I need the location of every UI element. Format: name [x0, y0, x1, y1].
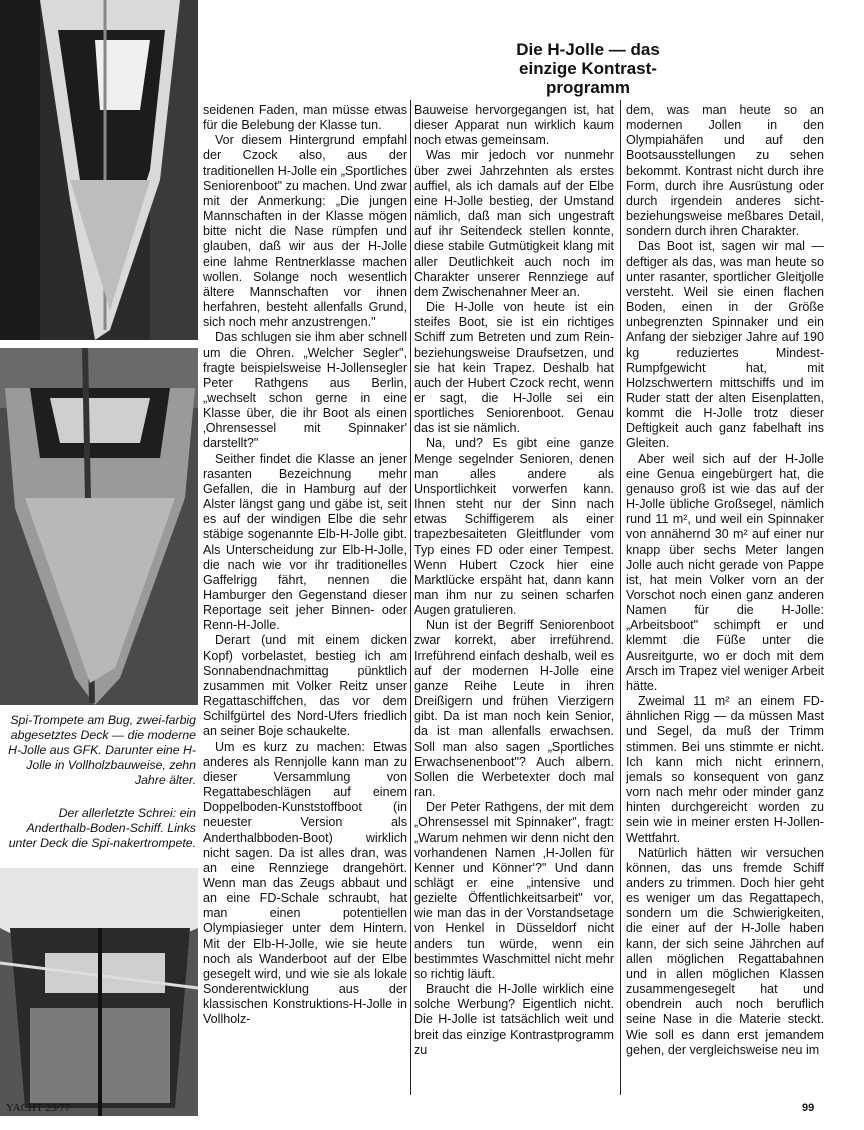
article-paragraph: Nun ist der Begriff Seniorenboot zwar korrekt, aber irreführend. Irreführend einfach deshalb, weil es auf der modernen H-Jolle eine ganze Reihe Leute in ihren Dreißigern und frühen Vierzigern gibt. Da ist man noch kein Senior, da ist man allenfalls erwachsen. Soll man also sagen „Sportliches Erwachsenenboot"? Auch albern. Sollen die Werbetexter doch mal ran. — [414, 618, 614, 800]
article-paragraph: seidenen Faden, man müsse etwas für die Belebung der Klasse tun. — [203, 103, 407, 133]
article-column-3 — [626, 103, 824, 1096]
photo-caption-top: Spi-Trompete am Bug, zwei-farbig abgesetztes Deck — die moderne H-Jolle aus GFK. Darunter eine H-Jolle in Vollholzbauweise, zehn Jahre älter. — [8, 713, 196, 788]
article-paragraph: Zweimal 11 m² an einem FD-ähnlichen Rigg — da müssen Mast und Segel, da muß der Trimm stimmen. Bei uns stimmte er nicht. Ich kann mich nicht erinnern, jemals so konsequent von ganz vorn nach mehr oder minder ganz hinten durchgereicht worden zu sein wie in meiner ersten H-Jollen-Wettfahrt. — [626, 694, 824, 845]
photo-jolle-vollholz — [0, 348, 198, 705]
article-paragraph: Seither findet die Klasse an jener rasanten Bezeichnung mehr Gefallen, die in Hamburg auf der Alster längst gang und gäbe ist, seit es auf der windigen Elbe die sehr stäbige sogenannte Elb-H-Jolle gibt. Als Unterscheidung zur Elb-H-Jolle, die nach wie vor ihr traditionelles Gaffelrigg fährt, nennen die Hamburger den Gegenstand dieser Reportage seit jeher Binnen- oder Renn-H-Jolle. — [203, 451, 407, 633]
article-paragraph: Na, und? Es gibt eine ganze Menge segelnder Senioren, denen man alles andere als Unsportlichkeit vorwerfen kann. Ihnen steht nur der Sinn nach etwas Schiffigerem als einer trapezbesaiteten Gleitflunder vom Typ eines FD oder einer Tempest. Wenn Hubert Czock hier eine Marktlücke erspäht hat, dann kann man ihm nur zu seinen scharfen Augen gratulieren. — [414, 436, 614, 618]
article-paragraph: Natürlich hätten wir versuchen können, das uns fremde Schiff anders zu trimmen. Doch hier geht es weniger um das Regattapech, sondern um die Schwierigkeiten, die einer auf der H-Jolle haben kann, der sich seine Jährchen auf allen möglichen Regattabahnen und in allen möglichen Klassen zusammengesegelt hat und obendrein auch noch beruflich seine Nase in die Materie steckt. Wie soll es dann erst jemandem gehen, der vergleichsweise neu im — [626, 845, 824, 1057]
column-rule — [620, 100, 621, 1095]
magazine-issue-label: YACHT 23/77 — [6, 1102, 71, 1114]
column-rule — [410, 100, 411, 1095]
title-line: programm — [545, 78, 631, 97]
article-paragraph: Was mir jedoch vor nunmehr über zwei Jahrzehnten als erstes auffiel, als ich damals auf der Elbe eine H-Jolle bestieg, der Umstand nämlich, daß man sich ungestraft auf ihr Seitendeck stellen konnte, diese stabile Gutmütigkeit klang mit aller Deutlichkeit auch noch im Charakter unserer Rennziege auf dem Zwischenahner Meer an. — [414, 148, 614, 299]
article-title — [412, 40, 764, 97]
article-paragraph: Um es kurz zu machen: Etwas anderes als Rennjolle kann man zu dieser Versammlung von Regattabeschlägen auf einem Doppelboden-Kunststoffboot (in neuester Version als Anderthalbboden-Boot) wirklich nicht sagen. Da ist alles dran, was an eine Rennziege drangehört. Wenn man das Zeugs abbaut und an eine FD-Schale schraubt, hat man einen potentiellen Olympiasieger unter dem Hintern. Mit der Elb-H-Jolle, wie sie heute noch als Wanderboot auf der Elbe gesegelt wird, und wie sie als lokale Sonderentwicklung aus der klassischen Konstruktions-H-Jolle in Vollholz- — [203, 739, 407, 1027]
article-paragraph: Braucht die H-Jolle wirklich eine solche Werbung? Eigentlich nicht. Die H-Jolle ist tatsächlich weit und breit das einzige Kontrastprogramm zu — [414, 982, 614, 1057]
article-paragraph: Aber weil sich auf der H-Jolle eine Genua eingebürgert hat, die genauso groß ist wie das auf der H-Jolle übliche Großsegel, nämlich rund 11 m², und weil ein Spinnaker von annähernd 30 m² auf einer nur knapp über sechs Meter langen Jolle auch nicht gerade von Pappe ist, hat mein Volker vorn an der Vorschot noch einen ganz anderen Namen für die H-Jolle: „Arbeitsboot" schimpft er und klemmt die Füße unter die Ausreitgurte, wo er doch mit dem Arsch im Trapez viel weniger Arbeit hätte. — [626, 451, 824, 693]
article-paragraph: dem, was man heute so an modernen Jollen in den Olympiahäfen und auf den Bootsausstellungen zu sehen bekommt. Kontrast nicht durch ihre Form, durch ihre Ausrüstung oder durch irgendein anderes sicht- beziehungsweise meßbares Detail, sondern durch ihren Charakter. — [626, 103, 824, 239]
page-number: 99 — [802, 1102, 815, 1114]
photo-anderthalb-boden-schiff — [0, 868, 198, 1116]
title-line: Die H-Jolle — das — [516, 40, 660, 59]
article-column-1 — [203, 103, 407, 1096]
article-paragraph: Die H-Jolle von heute ist ein steifes Boot, sie ist ein richtiges Schiff zum Betreten und zum Rein- beziehungsweise Draufsetzen, und sie hat kein Trapez. Deshalb hat auch der Hubert Czock recht, wenn er sagt, die H-Jolle sei ein sportliches Seniorenboot. Genau das ist sie nämlich. — [414, 300, 614, 436]
photo-caption-bottom: Der allerletzte Schrei: ein Anderthalb-Boden-Schiff. Links unter Deck die Spi-nakertrompete. — [8, 806, 196, 851]
photo-jolle-gfk-bow — [0, 0, 198, 340]
article-paragraph: Derart (und mit einem dicken Kopf) vorbelastet, bestieg ich am Sonnabendnachmittag pünktlich zusammen mit Volker Reitz unser Regattaschiffchen, das vor dem Schilfgürtel des Nord-Ufers friedlich an seiner Boje schaukelte. — [203, 633, 407, 739]
article-paragraph: Vor diesem Hintergrund empfahl der Czock also, aus der traditionellen H-Jolle ein „Sportliches Seniorenboot" zu machen. Und zwar mit der Anmerkung: „Die jungen Mannschaften in der Klasse mögen bitte nicht die Nase rümpfen und glauben, daß wir aus der H-Jolle eine lahme Rentnerklasse machen wollen. Solange noch wesentlich ältere Mannschaften vor ihnen herfahren, besteht allenfalls Grund, sich noch mehr anzustrengen." — [203, 133, 407, 330]
article-column-2 — [414, 103, 614, 1096]
article-paragraph: Das schlugen sie ihm aber schnell um die Ohren. „Welcher Segler", fragte beispielsweise H-Jollensegler Peter Rathgens aus Berlin, „wechselt schon gerne in eine Klasse über, die ihr Boot als einen ‚Ohrensessel mit Spinnaker' darstellt?" — [203, 330, 407, 451]
article-paragraph: Bauweise hervorgegangen ist, hat dieser Apparat nun wirklich kaum noch etwas gemeinsam. — [414, 103, 614, 148]
article-paragraph: Das Boot ist, sagen wir mal — deftiger als das, was man heute so unter rasanter, sportlicher Gleitjolle versteht. Weil sie einen flachen Boden, einen in der Größe unbegrenzten Spinnaker und ein Anfang der siebziger Jahre auf 190 kg reduziertes Mindest-Rumpfgewicht hat, mit Holzschwertern mittschiffs und im Ruder statt der alten Eisenplatten, kommt die H-Jolle trotz dieser Deftigkeit auch ganz fabelhaft ins Gleiten. — [626, 239, 824, 451]
article-paragraph: Der Peter Rathgens, der mit dem „Ohrensessel mit Spinnaker", fragt: „Warum nehmen wir denn nicht den vorhandenen Namen ‚H-Jollen für Kenner und Könner'?" Und dann schlägt er eine „intensive und gezielte Öffentlichkeitsarbeit" vor, wie man das in der Vorstandsetage von Henkel in Düsseldorf nicht anders tun würde, wenn ein bestimmtes Waschmittel nicht mehr so richtig läuft. — [414, 800, 614, 981]
title-line: einzige Kontrast- — [519, 59, 657, 78]
